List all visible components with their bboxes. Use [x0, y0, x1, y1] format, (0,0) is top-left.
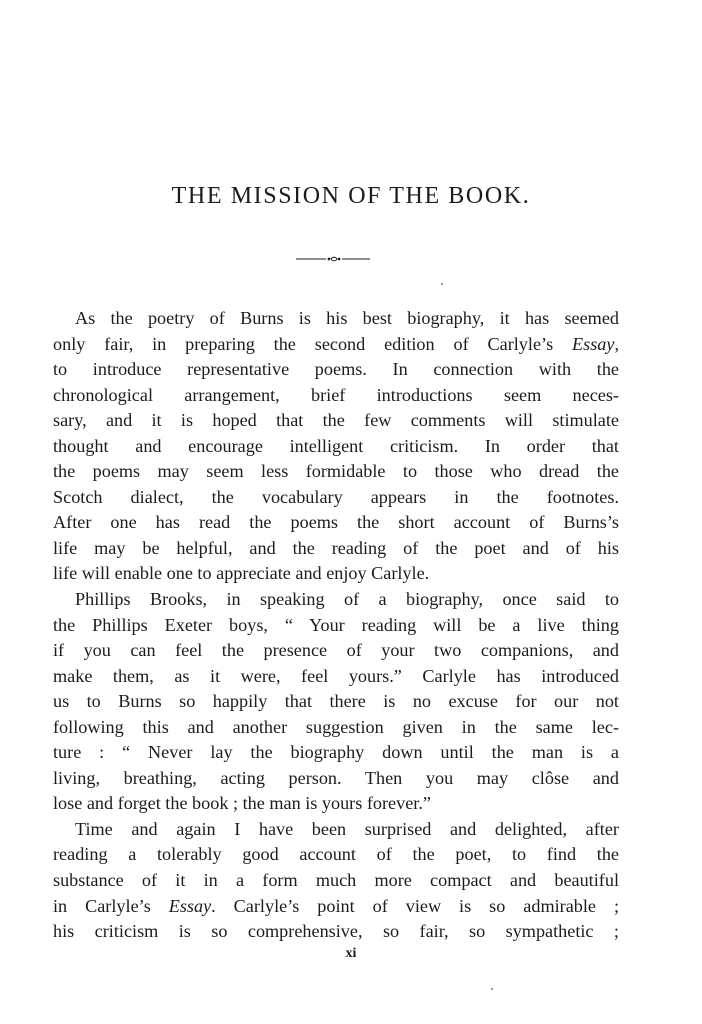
text-line: lose and forget the book ; the man is yours forever.”: [53, 793, 431, 814]
chapter-title: THE MISSION OF THE BOOK.: [171, 183, 531, 209]
text-line: make them, as it were, feel yours.” Carlyle has introduced: [53, 665, 619, 686]
text-line: sary, and it is hoped that the few comments will stimulate: [53, 410, 619, 431]
ornament-divider-icon: [296, 254, 370, 264]
text-line: Scotch dialect, the vocabulary appears in the footnotes.: [53, 486, 619, 507]
paper-speck: [491, 988, 493, 990]
text-line: following this and another suggestion given in the same lec-: [53, 716, 619, 737]
text-line: chronological arrangement, brief introductions seem neces-: [53, 384, 619, 405]
text-line: thought and encourage intelligent criticism. In order that: [53, 435, 619, 456]
text-line: life may be helpful, and the reading of the poet and of his: [53, 537, 619, 558]
text-line: After one has read the poems the short account of Burns’s: [53, 512, 619, 533]
text-line: Time and again I have been surprised and delighted, after: [75, 818, 619, 839]
text-line: only fair, in preparing the second edition of Carlyle’s Essay,: [53, 333, 619, 354]
text-line: As the poetry of Burns is his best biography, it has seemed: [75, 308, 619, 328]
text-line: the Phillips Exeter boys, “ Your reading will be a live thing: [53, 614, 619, 635]
text-line: his criticism is so comprehensive, so fair, so sympathetic ;: [53, 921, 619, 942]
text-line: us to Burns so happily that there is no excuse for our not: [53, 691, 619, 712]
text-line: Phillips Brooks, in speaking of a biography, once said to: [75, 589, 619, 610]
text-line: in Carlyle’s Essay. Carlyle’s point of view is so admirable ;: [53, 895, 620, 916]
page-number: xi: [345, 946, 357, 961]
text-line: reading a tolerably good account of the poet, to find the: [53, 844, 619, 865]
text-line: life will enable one to appreciate and enjoy Carlyle.: [53, 563, 430, 584]
text-line: ture : “ Never lay the biography down until the man is a: [53, 742, 619, 763]
paper-speck: [441, 283, 443, 285]
text-line: substance of it in a form much more compact and beautiful: [53, 870, 619, 891]
text-line: to introduce representative poems. In connection with the: [53, 359, 619, 380]
body-text: [53, 306, 619, 945]
text-line: living, breathing, acting person. Then you may clôse and: [53, 767, 619, 788]
text-line: the poems may seem less formidable to those who dread the: [53, 461, 619, 482]
text-line: if you can feel the presence of your two companions, and: [53, 640, 619, 661]
